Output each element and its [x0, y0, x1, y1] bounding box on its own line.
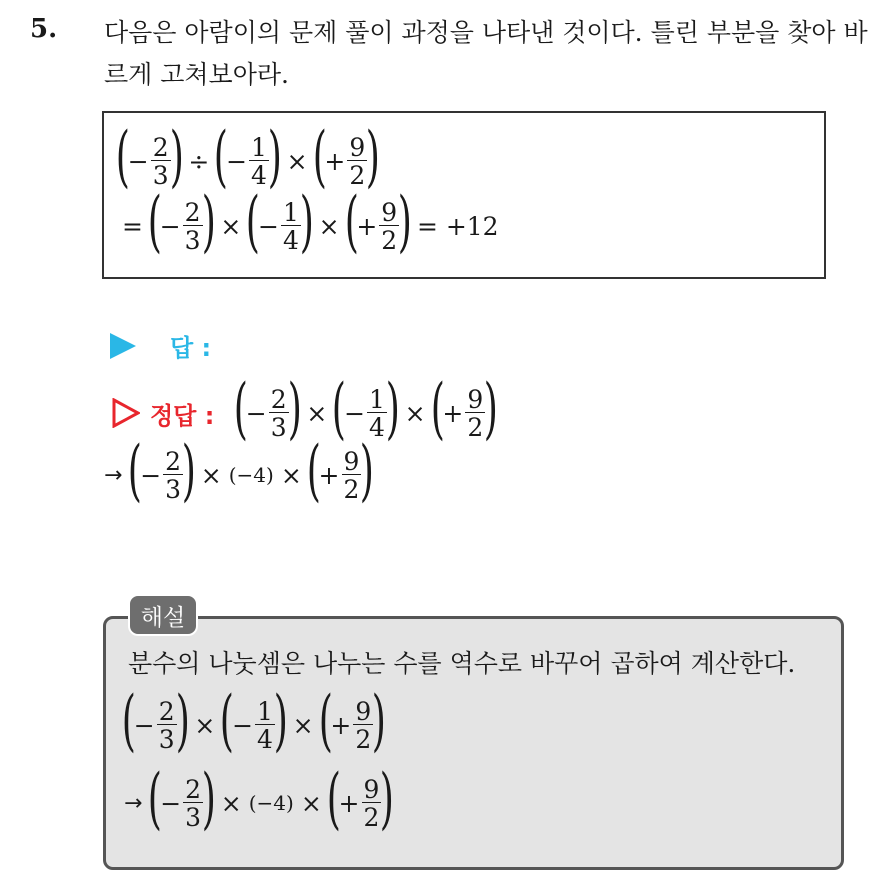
key-arrow-icon	[112, 398, 140, 428]
fraction: $\frac{1}{4}$	[369, 384, 385, 442]
explanation-text: 분수의 나눗셈은 나누는 수를 역수로 바꾸어 곱하여 계산한다.	[128, 649, 796, 678]
answer-arrow-icon	[110, 333, 136, 359]
fraction: $\frac{1}{4}$	[282, 197, 299, 255]
key-line-2: → ( − $\frac{2}{3}$ ) × (−4) × ( + $\frac{9}{2}$ )	[104, 432, 375, 509]
fraction: $\frac{1}{4}$	[251, 132, 267, 190]
key-answer-label: 정답 :	[150, 402, 215, 430]
fraction: $\frac{2}{3}$	[158, 696, 175, 754]
answer-label: 답 :	[170, 334, 212, 362]
fraction: $\frac{9}{2}$	[349, 132, 366, 190]
fraction: $\frac{9}{2}$	[363, 774, 380, 832]
fraction: $\frac{9}{2}$	[381, 197, 398, 255]
fraction: $\frac{9}{2}$	[343, 446, 360, 504]
problem-line-2: = ( − $\frac{2}{3}$ ) × ( − $\frac{1}{4}$ ) × ( + $\frac{9}{2}$ ) = +12	[122, 183, 499, 260]
key-line-1: ( − $\frac{2}{3}$ ) × ( − $\frac{1}{4}$ ) × ( + $\frac{9}{2}$ )	[233, 370, 499, 447]
question-number: 5.	[30, 14, 58, 44]
explanation-tag: 해설	[128, 594, 198, 636]
question-text: 다음은 아람이의 문제 풀이 과정을 나타낸 것이다. 틀린 부분을 찾아 바르게 고쳐보아라.	[104, 18, 868, 89]
fraction: $\frac{2}{3}$	[270, 384, 287, 442]
fraction: $\frac{2}{3}$	[185, 774, 202, 832]
fraction: $\frac{1}{4}$	[257, 696, 273, 754]
explanation-line-1: ( − $\frac{2}{3}$ ) × ( − $\frac{1}{4}$ ) × ( + $\frac{9}{2}$ )	[121, 682, 387, 759]
explanation-line-2: → ( − $\frac{2}{3}$ ) × (−4) × ( + $\frac{9}{2}$ )	[124, 760, 395, 837]
fraction: $\frac{9}{2}$	[355, 696, 372, 754]
fraction: $\frac{2}{3}$	[165, 446, 182, 504]
fraction: $\frac{9}{2}$	[467, 384, 484, 442]
problem-line-1: ( − $\frac{2}{3}$ ) ÷ ( − $\frac{1}{4}$ ) × ( + $\frac{9}{2}$ )	[115, 118, 381, 195]
fraction: $\frac{2}{3}$	[152, 132, 169, 190]
fraction: $\frac{2}{3}$	[184, 197, 201, 255]
